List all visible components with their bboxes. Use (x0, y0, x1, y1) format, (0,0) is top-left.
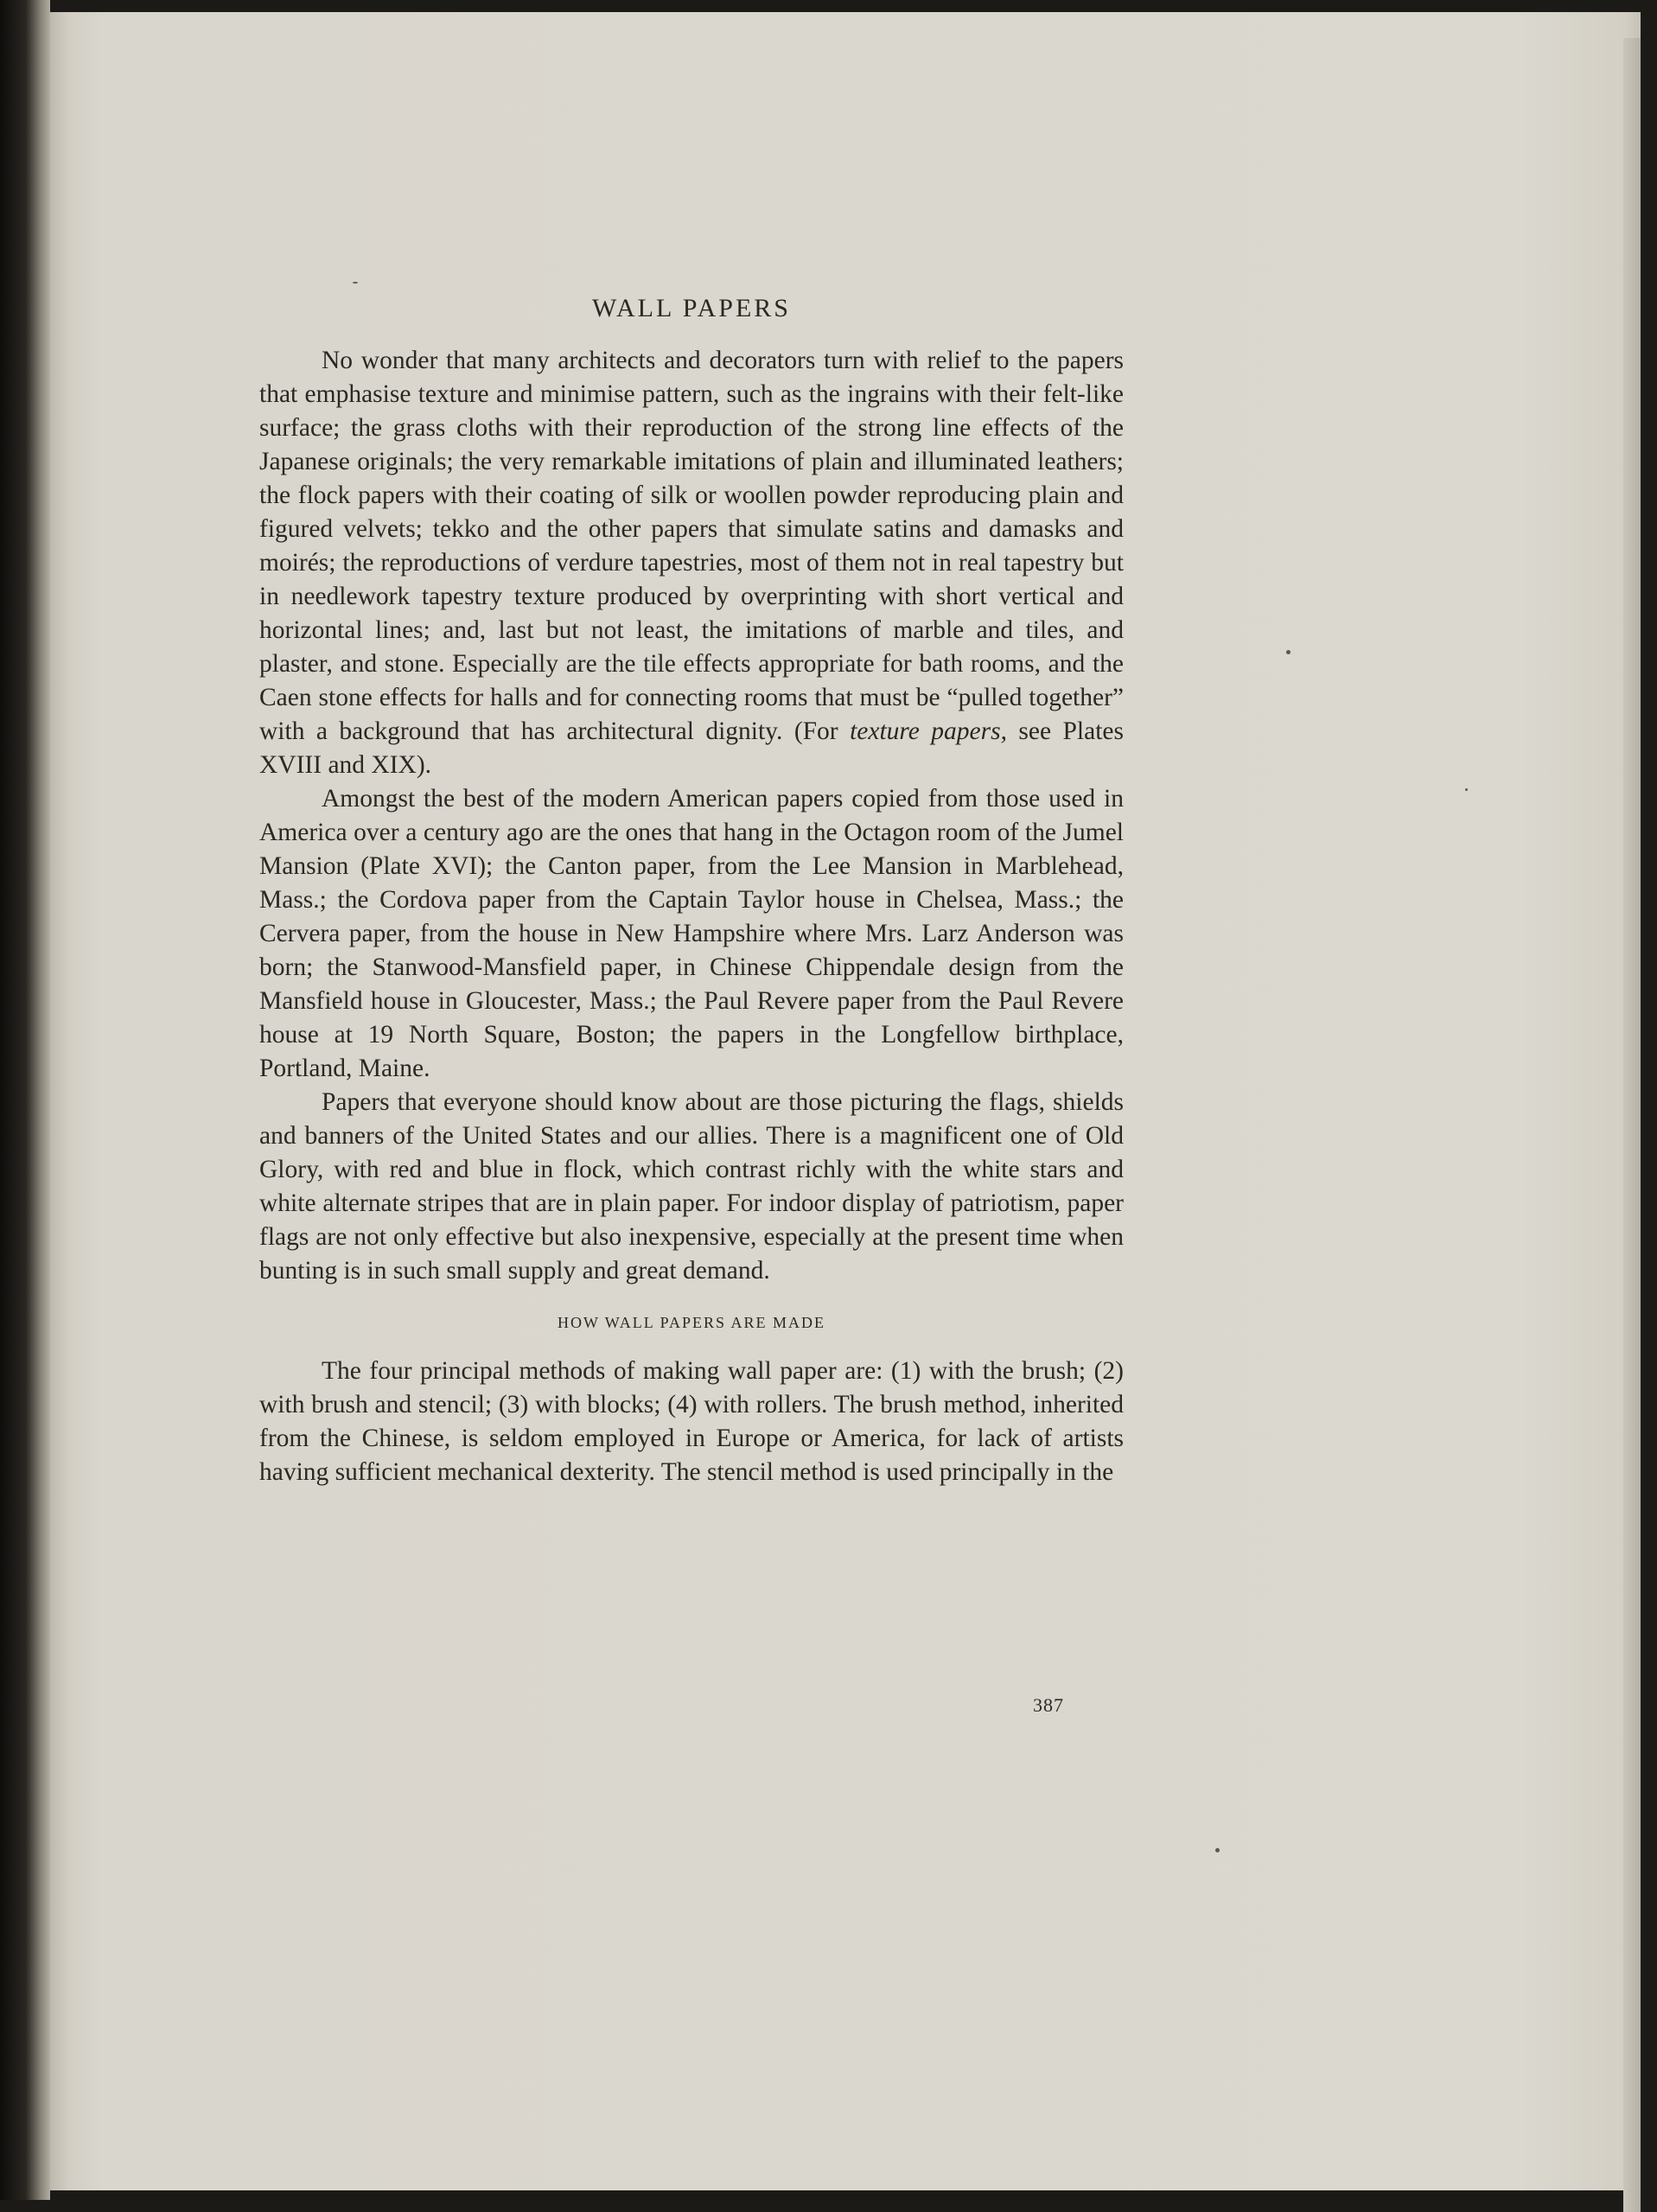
paper-speck (1465, 788, 1468, 791)
page-title: WALL PAPERS (592, 294, 791, 322)
book-spine-shadow (0, 0, 50, 2200)
paragraph-1-end: see Plates XVIII and XIX). (259, 717, 1124, 779)
paragraph-1-text: No wonder that many architects and decorators turn with relief to the papers that emphasise texture and minimise pattern, such as the ingrains with their felt-like surface; the grass cloths with their reproduction of the strong line effects of the Japanese originals; the very remarkable imitations of plain and illuminated leathers; the flock papers with their coating of silk or woollen powder reproducing plain and figured velvets; tekko and the other papers that simulate satins and damasks and moirés; the reproductions of verdure tapestries, most of them not in real tapestry but in needlework tapestry texture produced by overprinting with short vertical and horizontal lines; and, last but not least, the imitations of marble and tiles, and plaster, and stone. Especially are the tile effects appropriate for bath rooms, and the Caen stone effects for halls and for connecting rooms that must be “pulled together” with a background that has architectural dignity. (For (259, 347, 1124, 745)
paper-speck (1286, 650, 1291, 654)
paragraph-1 (259, 344, 1124, 782)
paper-speck (1215, 1848, 1220, 1852)
paragraph-2: Amongst the best of the modern American papers copied from those used in America over a century ago are the ones that hang in the Octagon room of the Jumel Mansion (Plate XVI); the Canton paper, from the Lee Mansion in Marblehead, Mass.; the Cordova paper from the Captain Taylor house in Chelsea, Mass.; the Cervera paper, from the house in New Hampshire where Mrs. Larz Anderson was born; the Stanwood-Mansfield paper, in Chinese Chippendale design from the Mansfield house in Gloucester, Mass.; the Paul Revere paper from the Paul Revere house at 19 North Square, Boston; the papers in the Longfellow birthplace, Portland, Maine. (259, 785, 1124, 1082)
paragraph-1-italic: texture papers, (850, 717, 1007, 745)
paper-speck (353, 282, 358, 284)
section-heading: HOW WALL PAPERS ARE MADE (557, 1314, 826, 1331)
top-edge (50, 0, 1657, 12)
paragraph-4: The four principal methods of making wall paper are: (1) with the brush; (2) with brush and stencil; (3) with blocks; (4) with rollers. The brush method, inherited from the Chinese, is seldom employed in Europe or America, for lack of artists having sufficient mechanical dexterity. The stencil method is used principally in the (259, 1357, 1124, 1486)
page-right-edge (1623, 38, 1641, 2212)
text-block (259, 294, 1124, 1489)
page-number: 387 (1033, 1694, 1064, 1716)
paragraph-3: Papers that everyone should know about are those picturing the flags, shields and banners of the United States and our allies. There is a magnificent one of Old Glory, with red and blue in flock, which contrast richly with the white stars and white alternate stripes that are in plain paper. For indoor display of patriotism, paper flags are not only effective but also inexpensive, especially at the present time when bunting is in such small supply and great demand. (259, 1088, 1124, 1284)
